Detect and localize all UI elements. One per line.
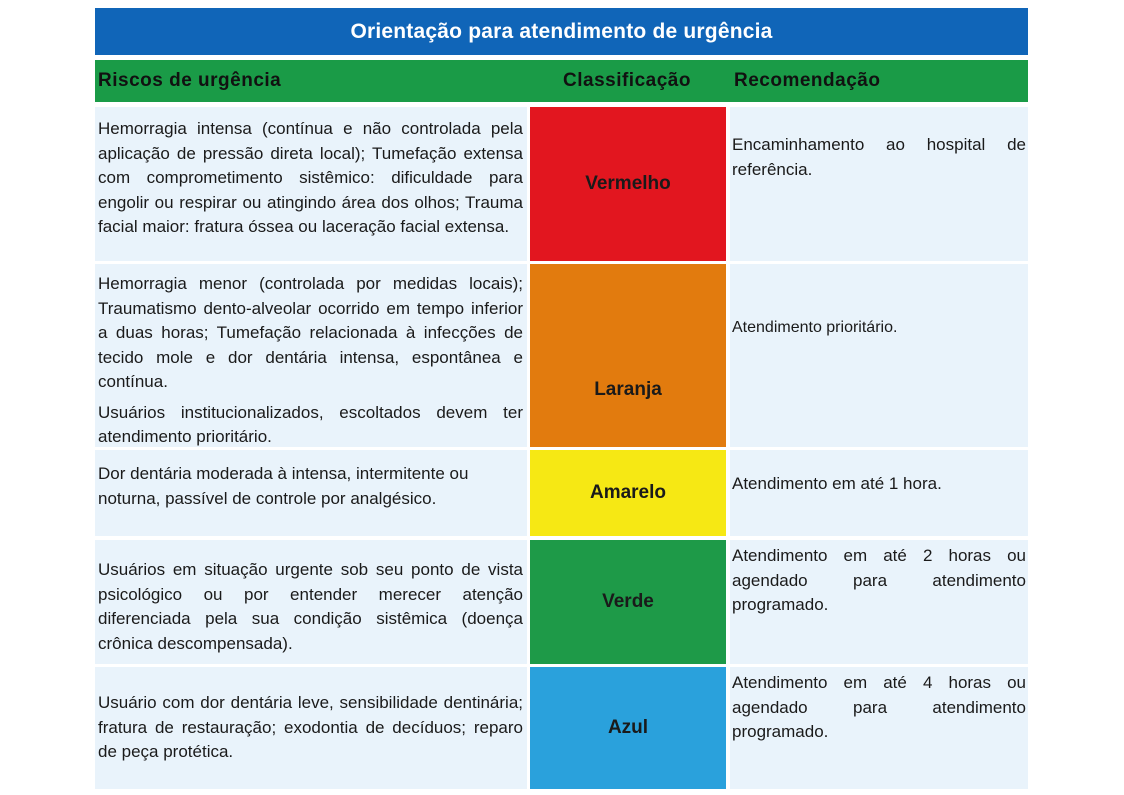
risk-text: Dor dentária moderada à intensa, intermitente ou noturna, passível de controle por analgésico. (98, 464, 469, 508)
classification-label: Verde (602, 591, 654, 612)
classification-label: Azul (607, 717, 649, 738)
recommendation-text: Atendimento em até 4 horas ou agendado para atendimento programado. (732, 673, 1026, 741)
classification-badge-laranja (530, 264, 726, 447)
table-row-azul (92, 667, 1030, 789)
classification-badge-vermelho (530, 107, 726, 261)
table-row-vermelho (92, 107, 1030, 261)
header-recommendation: Recomendação (734, 70, 881, 91)
table-row-amarelo (92, 450, 1030, 536)
classification-label: Amarelo (589, 482, 667, 503)
risk-note: Usuários institucionalizados, escoltados devem ter atendimento prioritário. (98, 402, 523, 446)
recommendation-text: Atendimento em até 1 hora. (732, 474, 942, 493)
classification-badge-azul (530, 667, 726, 789)
risk-cell (95, 667, 527, 789)
recommendation-cell (730, 540, 1028, 664)
header-risk: Riscos de urgência (98, 70, 282, 91)
table-row-verde (92, 540, 1030, 664)
recommendation-text: Atendimento prioritário. (732, 319, 898, 336)
risk-text: Usuário com dor dentária leve, sensibilidade dentinária; fratura de restauração; exodontia de decíduos; reparo de peça protética. (98, 693, 523, 761)
risk-text: Usuários em situação urgente sob seu ponto de vista psicológico ou por entender merecer atenção diferenciada pela sua condição sistêmica (doença crônica descompensada). (98, 560, 523, 653)
recommendation-cell (730, 667, 1028, 789)
classification-badge-amarelo (530, 450, 726, 536)
urgency-table (92, 6, 1030, 792)
recommendation-cell (730, 450, 1028, 536)
table-row-laranja (92, 264, 1030, 447)
recommendation-cell (730, 107, 1028, 261)
classification-label: Laranja (594, 379, 662, 400)
risk-cell (95, 107, 527, 261)
table-title: Orientação para atendimento de urgência (95, 8, 1028, 55)
header-classification: Classificação (563, 70, 691, 91)
risk-cell (95, 264, 527, 447)
header-row (95, 60, 1028, 102)
recommendation-cell (730, 264, 1028, 447)
classification-badge-verde (530, 540, 726, 664)
recommendation-text: Atendimento em até 2 horas ou agendado para atendimento programado. (732, 546, 1026, 614)
classification-label: Vermelho (585, 173, 671, 194)
risk-cell (95, 540, 527, 664)
risk-cell (95, 450, 527, 536)
risk-text: Hemorragia menor (controlada por medidas locais); Traumatismo dento-alveolar ocorrido em tempo inferior a duas horas; Tumefação relacionada à infecções de tecido mole e dor dentária intensa, espontânea e contínua. (98, 274, 523, 391)
risk-text: Hemorragia intensa (contínua e não controlada pela aplicação de pressão direta local); Tumefação extensa com comprometimento sistêmico: dificuldade para engolir ou respirar ou atingindo área dos olhos; Trauma facial maior: fratura óssea ou laceração facial extensa. (98, 119, 523, 236)
recommendation-text: Encaminhamento ao hospital de referência. (732, 135, 1026, 179)
